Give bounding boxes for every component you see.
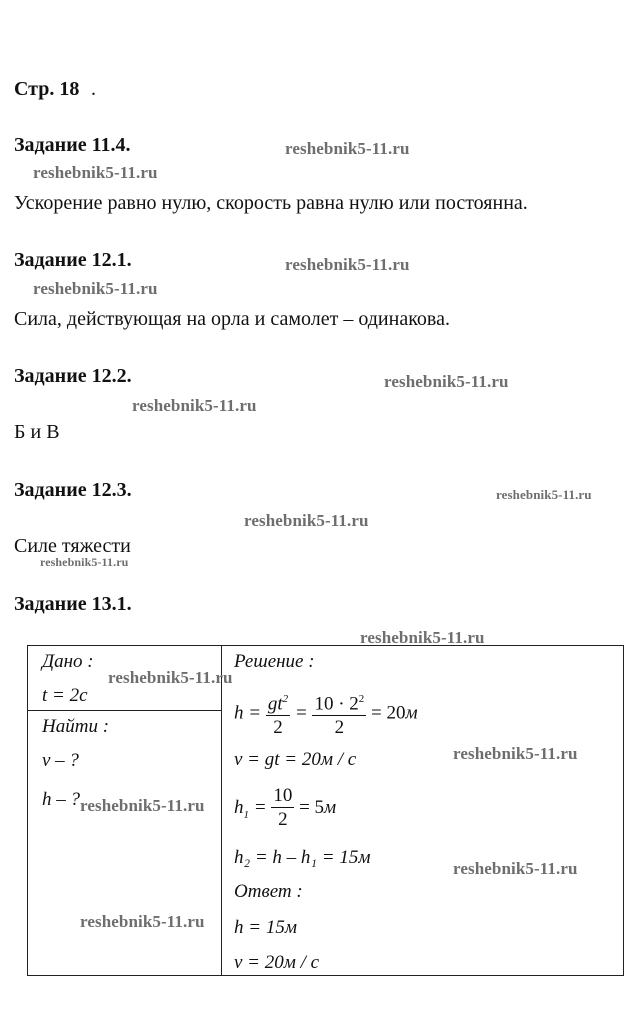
watermark: reshebnik5-11.ru	[453, 859, 578, 878]
task-title-11-4: Задание 11.4.	[14, 134, 131, 156]
answer-label: Ответ :	[234, 881, 303, 902]
watermark: reshebnik5-11.ru	[496, 487, 592, 502]
find-item-v: v – ?	[42, 750, 79, 771]
watermark: reshebnik5-11.ru	[108, 668, 233, 687]
task-answer-11-4: Ускорение равно нулю, скорость равна нулю или постоянна.	[14, 192, 528, 214]
task-title-13-1: Задание 13.1.	[14, 593, 132, 615]
watermark: reshebnik5-11.ru	[40, 555, 129, 569]
find-label: Найти :	[42, 716, 110, 737]
equation-h2: h₂ = h – h₁ = 15м	[234, 847, 371, 868]
answer-v: v = 20м / с	[234, 952, 320, 973]
table-divider-horizontal	[28, 710, 221, 711]
watermark: reshebnik5-11.ru	[453, 744, 578, 763]
watermark: reshebnik5-11.ru	[384, 372, 509, 391]
watermark: reshebnik5-11.ru	[33, 279, 158, 298]
given-value: t = 2c	[42, 685, 88, 706]
watermark: reshebnik5-11.ru	[33, 163, 158, 182]
table-divider-vertical	[221, 646, 222, 975]
solution-table	[27, 645, 624, 976]
task-title-12-1: Задание 12.1.	[14, 249, 132, 271]
task-answer-12-1: Сила, действующая на орла и самолет – одинакова.	[14, 308, 450, 330]
task-title-12-2: Задание 12.2.	[14, 365, 132, 387]
equation-v: v = gt = 20м / с	[234, 749, 357, 770]
page-reference-dot: .	[91, 78, 96, 100]
watermark: reshebnik5-11.ru	[285, 255, 410, 274]
page-reference: Стр. 18	[14, 78, 80, 100]
task-answer-12-2: Б и В	[14, 421, 60, 443]
solution-label: Решение :	[234, 651, 315, 672]
watermark: reshebnik5-11.ru	[132, 396, 257, 415]
find-item-h: h – ?	[42, 789, 80, 810]
given-label: Дано :	[42, 651, 94, 672]
watermark: reshebnik5-11.ru	[80, 912, 205, 931]
task-title-12-3: Задание 12.3.	[14, 479, 132, 501]
watermark: reshebnik5-11.ru	[360, 628, 485, 647]
watermark: reshebnik5-11.ru	[285, 139, 410, 158]
equation-h1: $h_1$ = $\frac{10}{2}$ = 5м	[234, 785, 337, 830]
watermark: reshebnik5-11.ru	[80, 796, 205, 815]
watermark: reshebnik5-11.ru	[244, 511, 369, 530]
task-answer-12-3: Силе тяжести	[14, 535, 131, 557]
answer-h: h = 15м	[234, 917, 297, 938]
equation-h: h = $\frac{gt^2}{2}$ = $\frac{10 \cdot 2^2}{2}$ = 20м	[234, 688, 418, 740]
